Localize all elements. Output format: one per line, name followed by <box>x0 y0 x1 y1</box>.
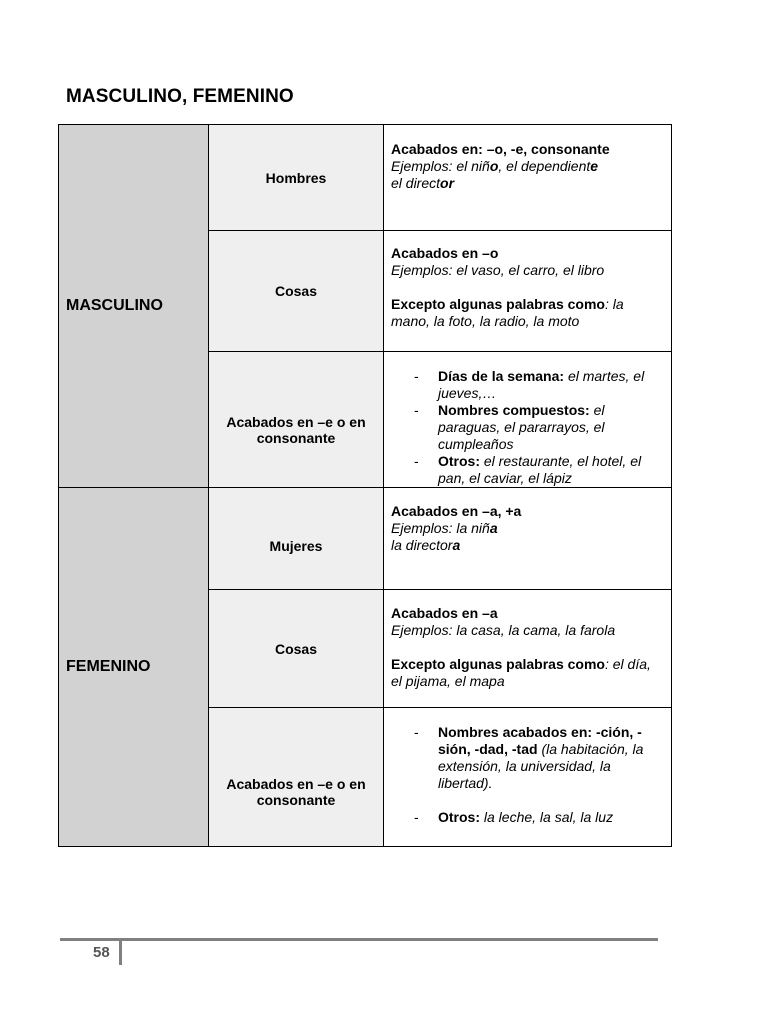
rule-list <box>391 352 665 487</box>
category-cell: Acabados en –e o en consonante <box>209 352 384 488</box>
description-cell <box>384 125 672 231</box>
examples-text: el director <box>391 175 455 191</box>
examples-text: Ejemplos: el niño, el dependiente <box>391 158 599 174</box>
description-cell <box>384 352 672 488</box>
rule-heading: Acabados en –o <box>391 245 499 261</box>
femenino-label: FEMENINO <box>59 488 209 847</box>
masculino-label: MASCULINO <box>59 125 209 488</box>
rule-heading: Acabados en: –o, -e, consonante <box>391 141 610 157</box>
exception-text: Excepto algunas palabras como: la mano, la foto, la radio, la moto <box>391 296 624 329</box>
description-cell <box>384 708 672 847</box>
footer-divider-vertical <box>119 940 122 965</box>
category-cell: Acabados en –e o en consonante <box>209 708 384 847</box>
examples-text: la directora <box>391 537 461 553</box>
list-item: - Nombres compuestos: el paraguas, el pararrayos, el cumpleaños <box>391 402 665 453</box>
footer-divider <box>60 938 658 941</box>
list-item: - Otros: la leche, la sal, la luz <box>391 809 665 826</box>
category-cell: Mujeres <box>209 488 384 590</box>
examples-text: Ejemplos: la casa, la cama, la farola <box>391 622 616 638</box>
exception-text: Excepto algunas palabras como: el día, el pijama, el mapa <box>391 656 651 689</box>
description-cell <box>384 590 672 708</box>
category-cell: Cosas <box>209 590 384 708</box>
category-cell: Cosas <box>209 231 384 352</box>
table-row <box>59 125 672 231</box>
rule-list <box>391 708 665 826</box>
examples-text: Ejemplos: la niña <box>391 520 498 536</box>
category-cell: Hombres <box>209 125 384 231</box>
list-item: - Nombres acabados en: -ción, -sión, -dad, -tad (la habitación, la extensión, la universidad, la libertad). <box>391 724 665 792</box>
gender-rules-table <box>58 124 672 847</box>
list-item: - Días de la semana: el martes, el jueves,… <box>391 368 665 402</box>
rule-heading: Acabados en –a <box>391 605 498 621</box>
examples-text: Ejemplos: el vaso, el carro, el libro <box>391 262 605 278</box>
description-cell <box>384 488 672 590</box>
page-title: MASCULINO, FEMENINO <box>66 86 294 107</box>
table-row <box>59 488 672 590</box>
description-cell <box>384 231 672 352</box>
list-item: - Otros: el restaurante, el hotel, el pan, el caviar, el lápiz <box>391 453 665 487</box>
rule-heading: Acabados en –a, +a <box>391 503 522 519</box>
page-number: 58 <box>93 944 110 961</box>
